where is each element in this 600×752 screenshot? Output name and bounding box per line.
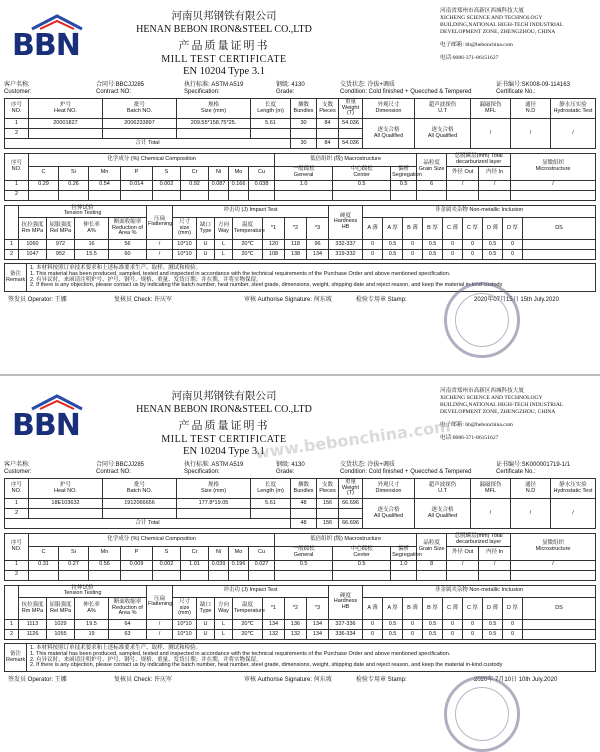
grade-label-en: Grade: [276,89,295,95]
col-length: 长度 Length (m) [251,479,291,499]
remark-line: 1. 本材料按照订单技术要求和上述标准要求生产、取样、测试和检验。 [30,265,202,272]
dimension-result: 逐支合格 All Qualified [363,119,415,149]
table-row: 2 [5,129,596,139]
operator: 签发员 Operator: 王娜 [8,297,67,304]
company-name-cn: 河南贝邦钢铁有限公司 [171,10,277,22]
col-dimension: 外观尺寸 Dimension [363,479,415,499]
inspection-stamp [444,676,520,752]
product-table [4,478,596,529]
remark-line: 1. This material has been produced, sampled, tested and inspected in accordance with the technical requirements of the Purchase Order and above mentioned specification. [30,650,451,657]
company-email: 电子邮箱: bb@bebonchina.com [440,421,513,428]
product-table [4,98,596,149]
company-name-en: HENAN BEBON IRON&STEEL CO.,LTD [136,24,312,35]
col-pieces: 支数 Pieces [317,479,339,499]
company-address [440,388,596,442]
cert-no-label-en: Certificate No.: [496,89,536,95]
customer-label: 客户名称: [4,82,30,88]
contract-no: BBCJJ285 [115,462,145,468]
table-row: 1 20001827 2006233897 209.55*158.75*25. 5.61 30 84 54.036 逐支合格 All Qualified 逐支合格 All Qualified / / / [5,119,596,129]
certificate-2 [4,380,596,750]
col-mfl: 漏磁探伤 MFL [471,99,511,119]
checker: 复核员 Check: 许庆军 [114,297,173,304]
condition-cn: 交货状态: 冷拔+调质 [340,462,395,468]
remarks-table: 备注 Remark 1. 本材料按照订单技术要求和上述标准要求生产、取样、测试和检验。 1. This material has been produced, sampled, tested and inspected in accordance with the technical requirements of the Purchase Order and above mentioned specification. 2. 有异议时，来函请注明炉号、护号、钢号、规格、重量、发货日期；并在期、并将实物保留。 2. If there is any objection, please contact us by indicating the batch number, heat number, steel grade, dimensions, weight, shipping date and reject reason, and keep the material in-kind custody [4,263,596,292]
address-en-2: BUILDING,NATIONAL HIGH-TECH INDUSTRIAL [440,401,564,408]
address-en-2: BUILDING,NATIONAL HIGH-TECH INDUSTRIAL [440,21,564,28]
remark-line: 1. 本材料按照订单技术要求和上述标准要求生产、取样、测试和检验。 [30,645,202,652]
company-logo [12,392,98,448]
watermark: www.bebonchina.com [253,416,452,463]
operator: 签发员 Operator: 王娜 [8,677,67,684]
spec-label: 执行标准: ASTM A519 [184,462,244,468]
col-bundles: 捆数 Bundles [291,479,317,499]
col-ut: 超声波探伤 U.T [415,479,471,499]
company-phone: 电话:0086-371-86151627 [440,54,499,61]
customer-label-en: Customer: [4,469,32,475]
spec-label: 执行标准: ASTM A519 [184,82,244,88]
mech-row: 1 1113 1029 19.5 64 / 10*10 U L 20℃ 134 136 134 327-336 0 0.5 0 0.5 0 0 0.5 0 [5,620,596,630]
company-address [440,8,596,62]
grade-label: 钢级: 4130 [276,82,305,88]
chem-header: 化学成分 (%) Chemical Composition [29,534,275,547]
certificate-titles [104,388,344,457]
col-bundles: 捆数 Bundles [291,99,317,119]
stamp-label: 检验专用章 Stamp: [356,297,407,304]
remark-line: 2. If there is any objection, please contact us by indicating the batch number, heat number, steel grade, dimensions, weight, shipping date and reject reason, and keep the material in-kind custody [30,662,503,669]
cert-no-label: 证书编号: [496,462,522,468]
chemistry-table: 序号 NO. 化学成分 (%) Chemical Composition 低倍组织 (级) Macrostructure 晶粒度 Grain Size 总脱碳层(mm) Total decarburized layer 显微组织 Microstructure C Si Mn P S Cr Ni Mo Cu 一般疏松 General 中心疏松 Center 偏析 Segregation 外径 Out 内径 In 1 0.31 0.27 0.56 0.009 0.002 1.01 0.039 0.196 0.027 0.5 0.5 1.0 8 / / / 2 [4,533,596,581]
mech-row: 2 1126 1055 19 63 / 10*10 U L 20℃ 132 132 134 336-334 0 0.5 0 0.5 0 0 0.5 0 [5,630,596,640]
signature-row [4,672,596,684]
total-row: 合计 Total 30 84 54.036 [5,139,596,149]
cert-no-label-en: Certificate No.: [496,469,536,475]
col-ut: 超声波探伤 U.T [415,99,471,119]
cert-no: SK008-09-114163 [521,82,570,88]
doc-title-cn: 产品质量证明书 [178,419,270,432]
address-en-3: DEVELOPMENT ZONE, ZHENGZHOU, CHINA [440,28,556,35]
contract-label-en: Contract NO: [96,469,132,475]
col-heat: 炉号 Heat NO. [29,479,103,499]
condition-en: Condition: Cold finished + Quecched & Tempered [340,89,472,95]
col-seq: 序号 NO. [5,99,29,119]
decarb-header: 总脱碳层(mm) Total decarburized layer [447,154,511,167]
certificate-titles [104,8,344,77]
chem-header: 化学成分 (%) Chemical Composition [29,154,275,167]
authorise-signature: 审核 Authorise Signature: 何东坡 [244,297,332,304]
company-phone: 电话:0086-371-86151627 [440,434,499,441]
order-info [4,82,596,98]
chemistry-table: 序号 NO. 化学成分 (%) Chemical Composition 低倍组织 (级) Macrostructure 晶粒度 Grain Size 总脱碳层(mm) Total decarburized layer 显微组织 Microstructure C Si Mn P S Cr Ni Mo Cu 一般疏松 General 中心疏松 Center 偏析 Segregation 外径 Out 内径 In 1 0.29 0.26 0.54 0.014 0.002 0.92 0.087 0.166 0.038 1.0 0.5 0.5 6 / / / 2 [4,153,596,201]
address-en-1: XICHENG SCIENCE AND TECHNOLOGY [440,394,543,401]
col-size: 规格 Size (mm) [177,479,251,499]
address-cn: 河南省郑州市高新区西城科技大厦 [440,8,524,14]
order-info [4,462,596,478]
macro-header: 低倍组织 (级) Macrostructure [275,154,417,167]
doc-title-en: MILL TEST CERTIFICATE [161,54,287,65]
certificate-1 [4,0,596,370]
company-logo [12,12,98,68]
condition-en: Condition: Cold finished + Quecched & Tempered [340,469,472,475]
certificate-header [4,0,596,82]
certificate-header [4,380,596,462]
company-name-en: HENAN BEBON IRON&STEEL CO.,LTD [136,404,312,415]
dimension-result: 逐支合格 All Qualified [363,499,415,529]
grade-label-en: Grade: [276,469,295,475]
customer-label-en: Customer: [4,89,32,95]
mechanical-table: 拉伸试验 Tension Testing 压扁 Flattening 冲击功 (J) Impact Test 硬度 Hardness HB 非金属夹杂物 Non-metallic Inclusion 抗拉强度 Rm MPa 屈服强度 Rel MPa 伸长率 A% 断面收缩率 Reduction of Area % 尺寸 size (mm) 缺口 Type 方向 Way 温度 Temperature *1 *2 *3 A 薄 A 厚 B 薄 B 厚 C 薄 C 厚 D 薄 D 厚 DS 1 1113 1029 19.5 64 / 10*10 U L 20℃ 134 136 134 327-336 0 0.5 0 0.5 0 0 0.5 0 2 1126 1055 19 63 / 10*10 U L 20℃ 132 132 134 336-334 0 0.5 0 0.5 0 0 0.5 0 [4,585,596,641]
ut-result: 逐支合格 All Qualified [415,119,471,149]
contract-no: BBCJJ285 [115,82,145,88]
doc-title-en: MILL TEST CERTIFICATE [161,434,287,445]
doc-standard: EN 10204 Type 3.1 [183,446,265,457]
col-heat: 炉号 Heat NO. [29,99,103,119]
doc-title-cn: 产品质量证明书 [178,39,270,52]
remark-line: 2. If there is any objection, please contact us by indicating the batch number, heat number, steel grade, dimensions, weight, shipping date and reject reason, and keep the material in-kind custody [30,282,503,289]
grade-label: 钢级: 4130 [276,462,305,468]
col-nd: 通径 N.D [511,99,551,119]
spec-label-en: Specification: [184,469,220,475]
col-length: 长度 Length (m) [251,99,291,119]
logo-text: BBN [12,28,80,63]
decarb-header: 总脱碳层(mm) Total decarburized layer [447,534,511,547]
mech-row: 2 1047 952 15.5 60 / 10*10 U L 20℃ 108 138 134 319-332 0 0.5 0 0.5 0 0 0.5 0 [5,250,596,260]
table-row: 2 [5,509,596,519]
col-nd: 通径 N.D [511,479,551,499]
ut-result: 逐支合格 All Qualified [415,499,471,529]
address-cn: 河南省郑州市高新区西城科技大厦 [440,388,524,394]
company-name-cn: 河南贝邦钢铁有限公司 [171,390,277,402]
authorise-signature: 审核 Authorise Signature: 何东坡 [244,677,332,684]
remarks-table: 备注 Remark 1. 本材料按照订单技术要求和上述标准要求生产、取样、测试和检验。 1. This material has been produced, sampled, tested and inspected in accordance with the technical requirements of the Purchase Order and above mentioned specification. 2. 有异议时，来函请注明炉号、护号、钢号、规格、重量、发货日期；并在期、并将实物保留。 2. If there is any objection, please contact us by indicating the batch number, heat number, steel grade, dimensions, weight, shipping date and reject reason, and keep the material in-kind custody [4,643,596,672]
inspection-stamp [444,282,520,358]
col-pieces: 支数 Pieces [317,99,339,119]
chem-row: 1 0.29 0.26 0.54 0.014 0.002 0.92 0.087 0.166 0.038 1.0 0.5 0.5 6 / / / [5,180,596,190]
company-email: 电子邮箱: bb@bebonchina.com [440,41,513,48]
address-en-1: XICHENG SCIENCE AND TECHNOLOGY [440,14,543,21]
contract-label: 合同号: [96,82,116,88]
checker: 复核员 Check: 许庆军 [114,677,173,684]
col-hydro: 静水压实验 Hydrostatic Test [551,479,596,499]
remark-line: 2. 有异议时，来函请注明炉号、护号、钢号、规格、重量、发货日期；并在期、并将实物保留。 [30,276,262,283]
condition-cn: 交货状态: 冷拔+调质 [340,82,395,88]
table-row: 1 18E103632 1912066656 177.8*19.05 5.61 48 156 66.696 逐支合格 All Qualified 逐支合格 All Qualified / / / [5,499,596,509]
doc-standard: EN 10204 Type 3.1 [183,66,265,77]
macro-header: 低倍组织 (级) Macrostructure [275,534,417,547]
cert-no-label: 证书编号: [496,82,522,88]
logo-text: BBN [12,408,80,443]
remark-line: 2. 有异议时，来函请注明炉号、护号、钢号、规格、重量、发货日期；并在期、并将实物保留。 [30,656,262,663]
customer-label: 客户名称: [4,462,30,468]
divider [0,374,600,376]
spec-label-en: Specification: [184,89,220,95]
col-batch: 批号 Batch NO. [103,479,177,499]
chem-row: 1 0.31 0.27 0.56 0.009 0.002 1.01 0.039 0.196 0.027 0.5 0.5 1.0 8 / / / [5,560,596,570]
address-en-3: DEVELOPMENT ZONE, ZHENGZHOU, CHINA [440,408,556,415]
col-seq: 序号 NO. [5,479,29,499]
remark-line: 1. This material has been produced, sampled, tested and inspected in accordance with the technical requirements of the Purchase Order and above mentioned specification. [30,270,451,277]
contract-label-en: Contract NO: [96,89,132,95]
issue-date: 2020年 7月10日 10th July.2020 [474,677,558,684]
col-dimension: 外观尺寸 Dimension [363,99,415,119]
mech-row: 1 1060 972 16 56 / 10*10 U L 20℃ 120 118 96 332-337 0 0.5 0 0.5 0 0 0.5 0 [5,240,596,250]
col-weight: 重量 Weight (T) [339,479,363,499]
col-size: 规格 Size (mm) [177,99,251,119]
mechanical-table: 拉伸试验 Tension Testing 压扁 Flattening 冲击功 (J) Impact Test 硬度 Hardness HB 非金属夹杂物 Non-metallic Inclusion 抗拉强度 Rm MPa 屈服强度 Rel MPa 伸长率 A% 断面收缩率 Reduction of Area % 尺寸 size (mm) 缺口 Type 方向 Way 温度 Temperature *1 *2 *3 A 薄 A 厚 B 薄 B 厚 C 薄 C 厚 D 薄 D 厚 DS 1 1060 972 16 56 / 10*10 U L 20℃ 120 118 96 332-337 0 0.5 0 0.5 0 0 0.5 0 2 1047 952 15.5 60 / 10*10 U L 20℃ 108 138 134 319-332 0 0.5 0 0.5 0 0 0.5 0 [4,205,596,261]
col-mfl: 漏磁探伤 MFL [471,479,511,499]
col-weight: 重量 Weight (T) [339,99,363,119]
issue-date: 2020年07月15日 15th July.2020 [474,297,559,304]
col-batch: 批号 Batch NO. [103,99,177,119]
col-hydro: 静水压实验 Hydrostatic Test [551,99,596,119]
cert-no: SK000001719-1/1 [521,462,571,468]
stamp-label: 检验专用章 Stamp: [356,677,407,684]
contract-label: 合同号: [96,462,116,468]
total-row: 合计 Total 48 156 66.696 [5,519,596,529]
